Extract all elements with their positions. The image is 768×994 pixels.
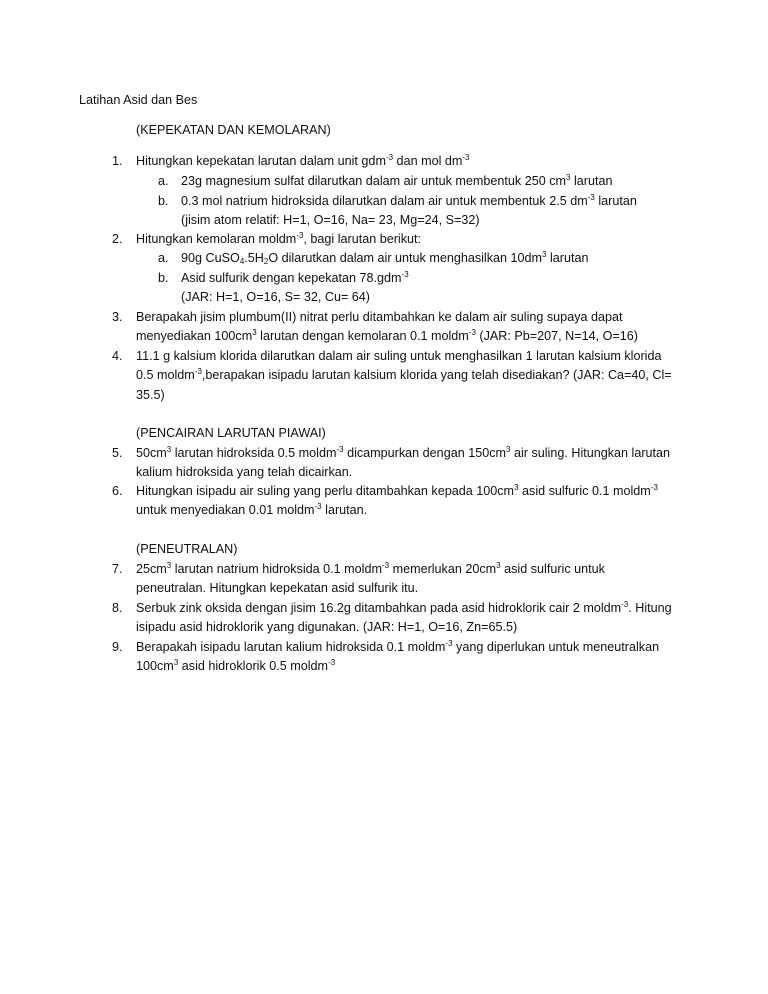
question-4-line-1: 11.1 g kalsium klorida dilarutkan dalam air suling untuk menghasilkan 1 larutan kalsium klorida: [136, 349, 662, 363]
item-letter: b.: [158, 194, 169, 208]
question-2-item-b: Asid sulfurik dengan kepekatan 78.gdm$^{-3}$: [181, 270, 409, 285]
question-5-line-1: $50cm^3$ larutan hidroksida 0.5 moldm$^{-3}$ dicampurkan dengan $150cm^3$ air suling. Hitungkan larutan: [136, 445, 671, 460]
question-3-line-2: menyediakan $100cm^3$ larutan dengan kemolaran 0.1 moldm$^{-3}$ (JAR: Pb=207, N=14, O=16): [136, 328, 638, 343]
question-6-line-1: Hitungkan isipadu air suling yang perlu ditambahkan kepada $100cm^3$ asid sulfuric 0.1 moldm$^{-3}$: [136, 483, 658, 498]
question-1-item-b: 0.3 mol natrium hidroksida dilarutkan dalam air untuk membentuk 2.5 $dm^{-3}$ larutan: [181, 193, 637, 208]
section-heading: (PENCAIRAN LARUTAN PIAWAI): [136, 426, 326, 440]
question-1-note: (jisim atom relatif: H=1, O=16, Na= 23, Mg=24, S=32): [181, 213, 480, 227]
question-number: 7.: [112, 562, 123, 576]
question-number: 1.: [112, 154, 123, 168]
question-2-line-1: Hitungkan kemolaran moldm$^{-3}$, bagi larutan berikut:: [136, 231, 422, 246]
question-7-line-1: $25cm^3$ larutan natrium hidroksida 0.1 moldm$^{-3}$ memerlukan $20cm^3$ asid sulfuric untuk: [136, 561, 605, 576]
question-4-line-3: 35.5): [136, 388, 165, 402]
question-1-line-1: Hitungkan kepekatan larutan dalam unit gdm$^{-3}$ dan mol $dm^{-3}$: [136, 153, 470, 168]
question-5-line-2: kalium hidroksida yang telah dicairkan.: [136, 465, 353, 479]
question-8-line-2: isipadu asid hidroklorik yang digunakan. (JAR: H=1, O=16, Zn=65.5): [136, 620, 518, 634]
question-number: 4.: [112, 349, 123, 363]
question-6-line-2: untuk menyediakan 0.01 moldm$^{-3}$ larutan.: [136, 502, 368, 517]
question-7-line-2: peneutralan. Hitungkan kepekatan asid sulfurik itu.: [136, 581, 419, 595]
question-number: 9.: [112, 640, 123, 654]
item-letter: b.: [158, 271, 169, 285]
question-9-line-1: Berapakah isipadu larutan kalium hidroksida 0.1 moldm$^{-3}$ yang diperlukan untuk meneutralkan: [136, 639, 660, 654]
question-number: 8.: [112, 601, 123, 615]
question-number: 5.: [112, 446, 123, 460]
question-8-line-1: Serbuk zink oksida dengan jisim 16.2g ditambahkan pada asid hidroklorik cair 2 moldm$^{-3}$. Hitung: [136, 600, 672, 615]
question-3-line-1: Berapakah jisim plumbum(II) nitrat perlu ditambahkan ke dalam air suling supaya dapat: [136, 310, 623, 324]
question-9-line-2: $100cm^3$ asid hidroklorik 0.5 moldm$^{-3}$: [136, 658, 336, 673]
item-letter: a.: [158, 251, 169, 265]
question-number: 2.: [112, 232, 123, 246]
question-number: 6.: [112, 484, 123, 498]
section-heading: (PENEUTRALAN): [136, 542, 238, 556]
section-heading: (KEPEKATAN DAN KEMOLARAN): [136, 123, 331, 137]
document-title: Latihan Asid dan Bes: [79, 93, 198, 107]
question-2-note: (JAR: H=1, O=16, S= 32, Cu= 64): [181, 290, 371, 304]
question-1-item-a: 23g magnesium sulfat dilarutkan dalam air untuk membentuk 250 $cm^3$ larutan: [181, 173, 613, 188]
item-letter: a.: [158, 174, 169, 188]
question-4-line-2: 0.5 moldm$^{-3}$,berapakan isipadu larutan kalsium klorida yang telah disediakan? (JAR: Ca=40, Cl=: [136, 367, 672, 382]
question-number: 3.: [112, 310, 123, 324]
question-2-item-a: 90g $CuSO_4.5H_2O$ dilarutkan dalam air untuk menghasilkan $10dm^3$ larutan: [181, 250, 589, 266]
